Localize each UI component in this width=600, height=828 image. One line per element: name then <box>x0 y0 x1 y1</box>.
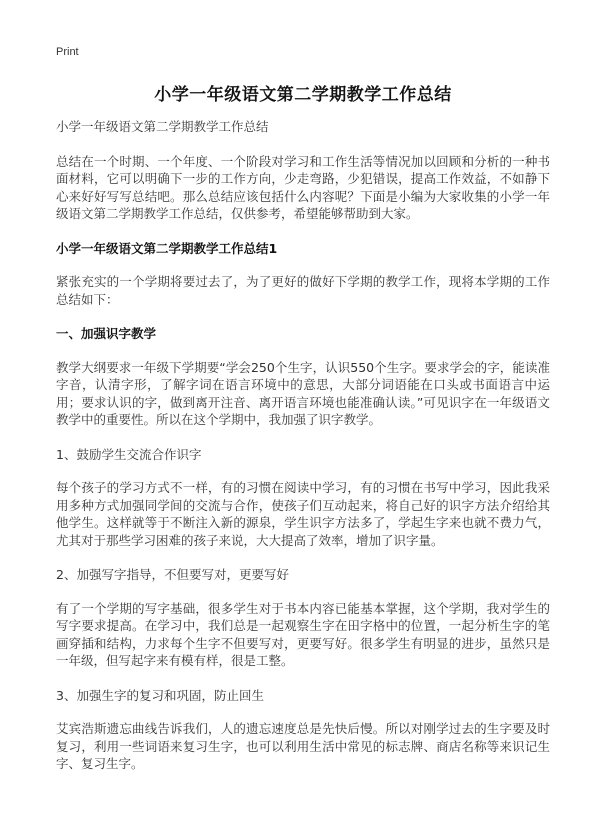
document-subtitle: 小学一年级语文第二学期教学工作总结 <box>56 119 269 134</box>
subsection-paragraph-review: 艾宾浩斯遗忘曲线告诉我们，人的遗忘速度总是先快后慢。所以对刚学过去的生字要及时复习，利用一些词语来复习生字，也可以利用生活中常见的标志牌、商店名称等来识记生字、复习生字。 <box>56 721 550 771</box>
document-title: 小学一年级语文第二学期教学工作总结 <box>154 85 452 105</box>
section-paragraph-literacy: 教学大纲要求一年级下学期要“学会250个生字，认识550个生字。要求学会的字，能读准字音，认清字形，了解字词在语言环境中的意思，大部分词语能在口头或书面语言中运用；要求认识的字，做到离开注音、离开语言环境也能准确认读。”可见识字在一年级语文教学中的重要性。所以在这个学期中，我加强了识字教学。 <box>56 359 550 427</box>
print-link[interactable]: Print <box>56 46 79 58</box>
section-heading-literacy: 一、加强识字教学 <box>56 326 157 341</box>
article-heading: 小学一年级语文第二学期教学工作总结1 <box>56 240 278 256</box>
subsection-paragraph-cooperation: 每个孩子的学习方式不一样，有的习惯在阅读中学习，有的习惯在书写中学习，因此我采用多种方式加强同学间的交流与合作，使孩子们互动起来，将自己好的识字方法介绍给其他学生。这样就等于不断注入新的源泉，学生识字方法多了，学起生字来也就不费力气，尤其对于那些学习困难的孩子来说，大大提高了效率，增加了识字量。 <box>56 480 550 548</box>
document-body <box>56 118 550 790</box>
subsection-heading-cooperation: 1、鼓励学生交流合作识字 <box>56 446 202 462</box>
subsection-heading-writing: 2、加强写字指导，不但要写对，更要写好 <box>56 567 289 582</box>
intro-paragraph: 总结在一个时期、一个年度、一个阶段对学习和工作生活等情况加以回顾和分析的一种书面材料，它可以明确下一步的工作方向，少走弯路，少犯错误，提高工作效益，不如静下心来好好写写总结吧。那么总结应该包括什么内容呢？下面是小编为大家收集的小学一年级语文第二学期教学工作总结，仅供参考，希望能够帮助到大家。 <box>56 153 550 221</box>
subsection-heading-review: 3、加强生字的复习和巩固，防止回生 <box>56 687 264 703</box>
subsection-paragraph-writing: 有了一个学期的写字基础，很多学生对于书本内容已能基本掌握，这个学期，我对学生的写字要求提高。在学习中，我们总是一起观察生字在田字格中的位置，一起分析生字的笔画穿插和结构，力求每个生字不但要写对，更要写好。很多学生有明显的进步，虽然只是一年级，但写起字来有模有样，很是工整。 <box>56 600 550 668</box>
opening-paragraph: 紧张充实的一个学期将要过去了，为了更好的做好下学期的教学工作，现将本学期的工作总结如下： <box>56 274 550 307</box>
